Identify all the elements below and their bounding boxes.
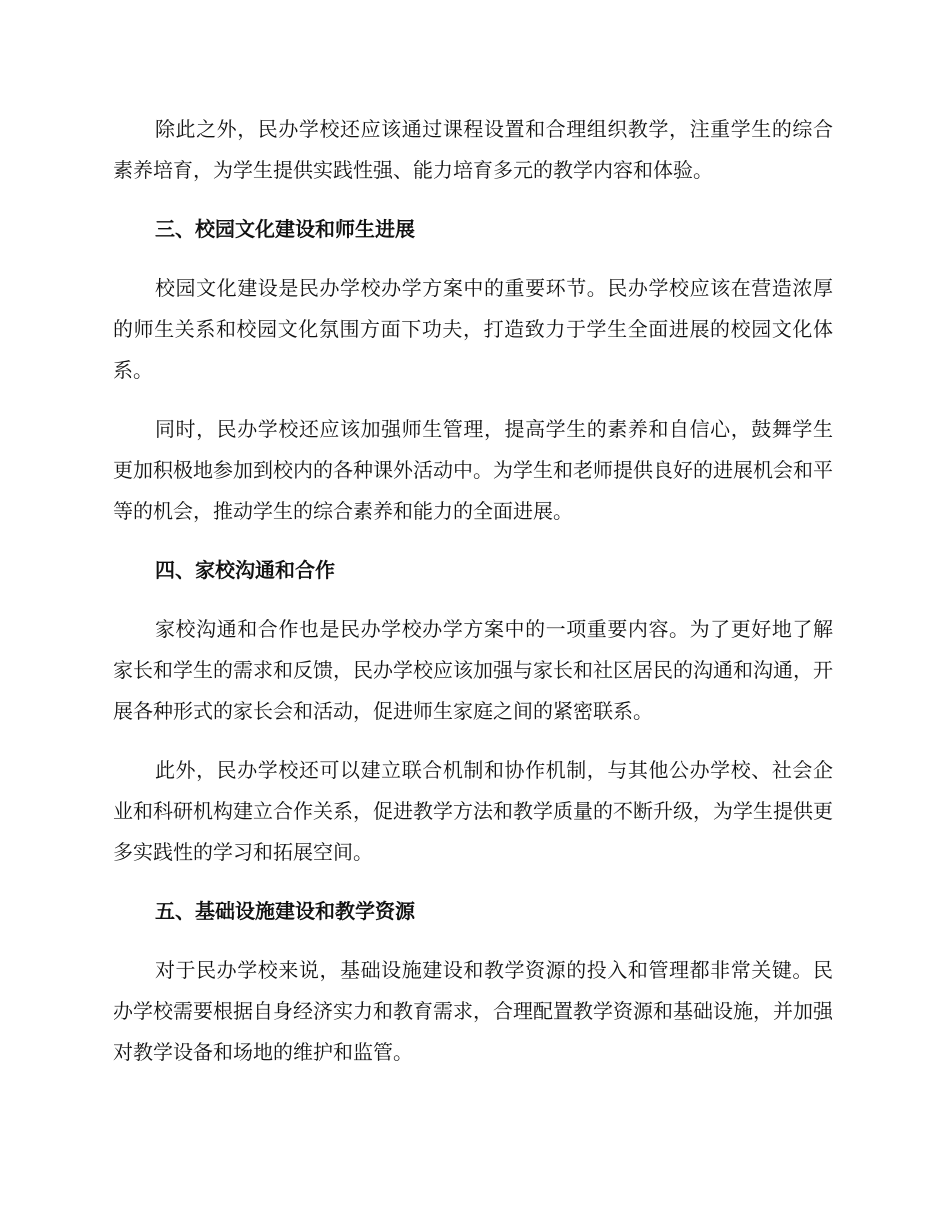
section-heading-infrastructure: 五、基础设施建设和教学资源 bbox=[155, 899, 415, 923]
paragraph-campus-culture: 校园文化建设是民办学校办学方案中的重要环节。民办学校应该在营造浓厚的师生关系和校园文化氛围方面下功夫，打造致力于学生全面进展的校园文化体系。 bbox=[113, 276, 833, 382]
paragraph-cooperation-mechanism: 此外，民办学校还可以建立联合机制和协作机制，与其他公办学校、社会企业和科研机构建立合作关系，促进教学方法和教学质量的不断升级，为学生提供更多实践性的学习和拓展空间。 bbox=[113, 758, 833, 864]
paragraph-home-school-communication: 家校沟通和合作也是民办学校办学方案中的一项重要内容。为了更好地了解家长和学生的需求和反馈，民办学校应该加强与家长和社区居民的沟通和沟通，开展各种形式的家长会和活动，促进师生家庭之间的紧密联系。 bbox=[113, 617, 833, 723]
document-body bbox=[113, 109, 833, 1091]
paragraph-infrastructure: 对于民办学校来说，基础设施建设和教学资源的投入和管理都非常关键。民办学校需要根据自身经济实力和教育需求，合理配置教学资源和基础设施，并加强对教学设备和场地的维护和监管。 bbox=[113, 958, 833, 1064]
paragraph-extracurricular-training: 除此之外，民办学校还应该通过课程设置和合理组织教学，注重学生的综合素养培育，为学生提供实践性强、能力培育多元的教学内容和体验。 bbox=[113, 117, 833, 182]
paragraph-teacher-student-management: 同时，民办学校还应该加强师生管理，提高学生的素养和自信心，鼓舞学生更加积极地参加到校内的各种课外活动中。为学生和老师提供良好的进展机会和平等的机会，推动学生的综合素养和能力的全面进展。 bbox=[113, 417, 833, 523]
section-heading-campus-culture: 三、校园文化建设和师生进展 bbox=[155, 217, 415, 241]
section-heading-home-school: 四、家校沟通和合作 bbox=[155, 558, 335, 582]
